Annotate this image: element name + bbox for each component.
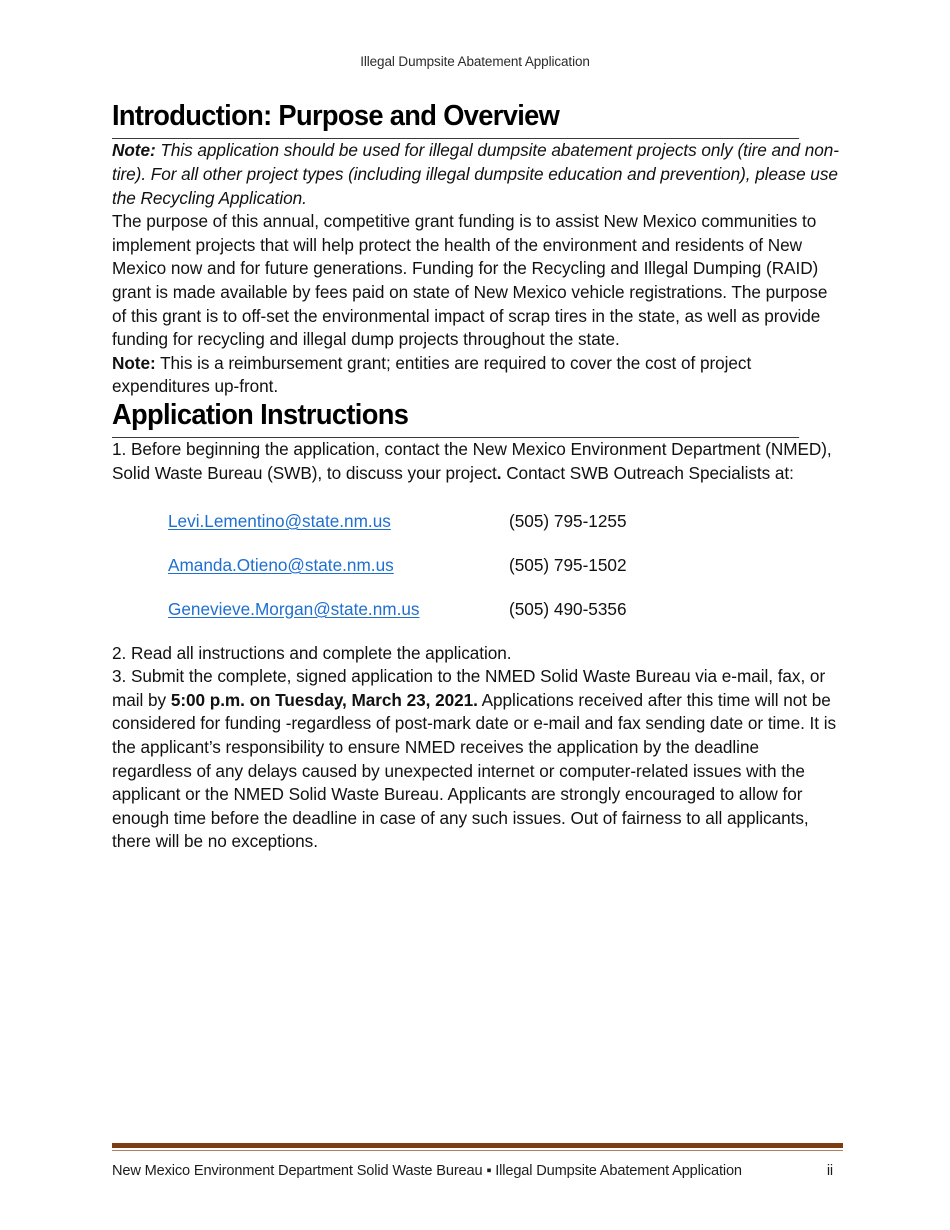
footer-text-row — [112, 1162, 843, 1180]
instruction-1-text-before: 1. Before beginning the application, contact the New Mexico Environment Department (NMED), Solid Waste Bureau (SWB), to discuss your project — [112, 439, 832, 484]
instruction-3-text-after: Applications received after this time will not be considered for funding -regardless of post-mark date or e-mail and fax sending date or time. It is the applicant’s responsibility to ensure NMED receives the application by the deadline regardless of any delays caused by unexpected internet or computer-related issues with the applicant or the NMED Solid Waste Bureau. Applicants are strongly encouraged to allow for enough time before the deadline in case of any such issues. Out of fairness to all applicants, there will be no exceptions. — [112, 689, 837, 852]
note-label: Note: — [112, 140, 156, 161]
contact-row — [168, 510, 843, 554]
contact-row — [168, 598, 843, 642]
contact-phone: (505) 795-1502 — [509, 554, 627, 575]
intro-note-paragraph — [112, 139, 843, 210]
running-header: Illegal Dumpsite Abatement Application — [360, 54, 590, 69]
instruction-3-deadline: 5:00 p.m. on Tuesday, March 23, 2021. — [170, 689, 478, 710]
contact-row — [168, 554, 843, 598]
reimbursement-note-paragraph — [112, 352, 843, 399]
document-content — [112, 100, 843, 854]
contact-phone: (505) 795-1255 — [509, 510, 627, 531]
instruction-item-2: 2. Read all instructions and complete the application. — [112, 642, 512, 663]
contact-email-link[interactable]: Amanda.Otieno@state.nm.us — [168, 554, 394, 575]
instruction-3-text-before: 3. Submit the complete, signed application to the NMED Solid Waste Bureau via e-mail, fax, or mail by — [112, 666, 826, 710]
footer-rule-thin — [112, 1150, 843, 1152]
instruction-item-3 — [112, 665, 843, 854]
contacts-list — [168, 510, 843, 642]
section-heading-application-instructions: Application Instructions — [112, 399, 799, 438]
note-body: This application should be used for illegal dumpsite abatement projects only (tire and non-tire). For all other project types (including illegal dumpsite education and prevention), please use the Recycling Application. — [112, 140, 839, 208]
instruction-1-text-after: Contact SWB Outreach Specialists at: — [501, 463, 794, 484]
purpose-paragraph: The purpose of this annual, competitive grant funding is to assist New Mexico communities to implement projects that will help protect the health of the environment and residents of New Mexico now and for future generations. Funding for the Recycling and Illegal Dumping (RAID) grant is made available by fees paid on state of New Mexico vehicle registrations. The purpose of this grant is to off-set the environmental impact of scrap tires in the state, as well as provide funding for recycling and illegal dump projects throughout the state. — [112, 211, 828, 350]
page-number: ii — [826, 1163, 833, 1180]
contact-email-link[interactable]: Genevieve.Morgan@state.nm.us — [168, 598, 420, 619]
footer-text: New Mexico Environment Department Solid Waste Bureau ▪ Illegal Dumpsite Abatement Application — [112, 1163, 742, 1180]
contact-email-link[interactable]: Levi.Lementino@state.nm.us — [168, 510, 391, 531]
instruction-1-bold-period: . — [496, 463, 502, 484]
contact-phone: (505) 490-5356 — [509, 598, 627, 619]
note-label-2: Note: — [112, 352, 156, 373]
page-footer — [112, 1143, 843, 1180]
note-body-2: This is a reimbursement grant; entities are required to cover the cost of project expenditures up-front. — [112, 352, 752, 397]
instruction-item-1 — [112, 438, 843, 485]
section-heading-introduction: Introduction: Purpose and Overview — [112, 100, 799, 139]
